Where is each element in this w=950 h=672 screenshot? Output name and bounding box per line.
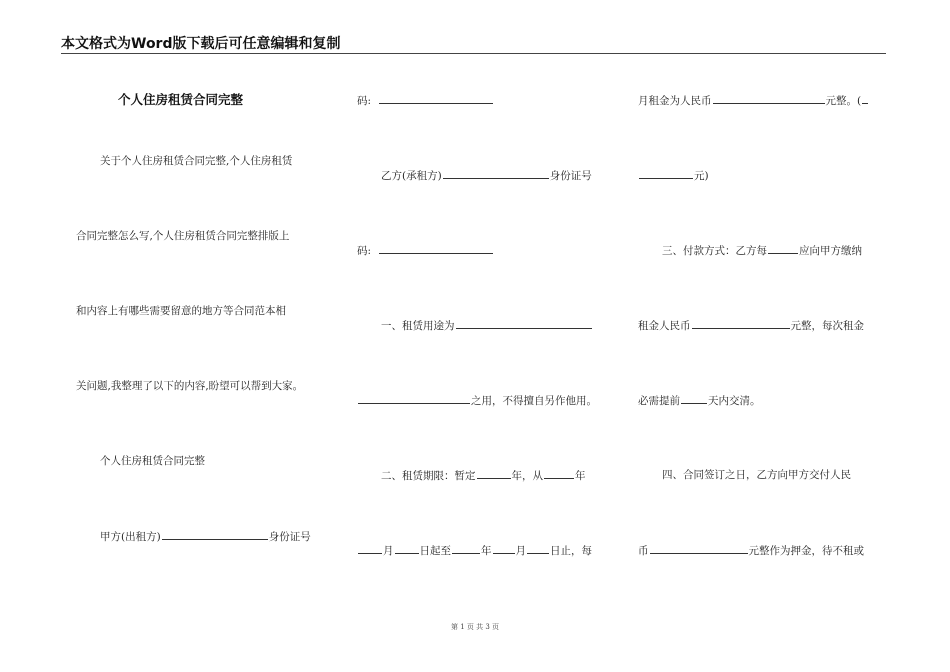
clause-term: 二、租赁期限：暂定 年，从 年: [381, 470, 586, 482]
clause-payment-cont: 租金人民币 元整，每次租金: [638, 320, 864, 332]
clause-deposit-cont: 币 元整作为押金，待不租或: [638, 545, 864, 557]
end-month-blank[interactable]: [493, 543, 515, 554]
id-code-line: [357, 243, 494, 257]
monthly-rent-line: 月租金为人民币 元整。(: [638, 93, 869, 107]
clause-payment: 三、付款方式：乙方每 应向甲方缴纳: [662, 245, 862, 257]
paragraph-text: 和内容上有哪些需要留意的地方等合同范本相: [76, 305, 286, 317]
document-header: 本文格式为Word版下载后可任意编辑和复制: [61, 36, 341, 52]
paragraph-text: 关于个人住房租赁合同完整,个人住房租赁: [100, 155, 293, 167]
purpose-blank-2[interactable]: [358, 393, 470, 404]
paragraph-text: 合同完整怎么写,个人住房租赁合同完整排版上: [76, 230, 290, 242]
party-a-id-blank[interactable]: [379, 93, 493, 104]
end-day-blank[interactable]: [527, 543, 549, 554]
rent-amount-blank[interactable]: [713, 93, 825, 104]
purpose-blank[interactable]: [456, 318, 592, 329]
payment-amount-blank[interactable]: [692, 318, 790, 329]
payment-period-blank[interactable]: [768, 243, 798, 254]
id-number-label: 身份证号: [268, 531, 311, 543]
party-b-line: [381, 168, 592, 182]
start-day-blank[interactable]: [395, 543, 419, 554]
start-month-blank[interactable]: [358, 543, 382, 554]
term-years-blank[interactable]: [477, 468, 511, 479]
party-a-label: 甲方(出租方): [100, 531, 161, 543]
clause-text: 三、付款方式：乙方每: [662, 245, 767, 257]
start-year-blank[interactable]: [544, 468, 574, 479]
doc-title: [118, 93, 243, 107]
party-a-line: [100, 529, 311, 543]
clause-term-cont: 月 日起至 年 月 日止，每: [357, 543, 592, 557]
paragraph-line: [76, 379, 303, 393]
rent-words-blank-start[interactable]: [862, 93, 868, 104]
page-number: 第 1 页 共 3 页: [450, 623, 500, 631]
doc-title-text: 个人住房租赁合同完整: [118, 92, 244, 107]
text-column-1: [76, 0, 338, 672]
clause-payment-cont: 必需提前 天内交清。: [638, 395, 761, 407]
party-b-label: 乙方(承租方): [381, 170, 442, 182]
party-a-name-blank[interactable]: [162, 529, 268, 540]
end-year-blank[interactable]: [452, 543, 480, 554]
paragraph-line: [76, 304, 286, 318]
clause-text: 二、租赁期限：暂定: [381, 470, 476, 482]
paragraph-line: [100, 154, 292, 168]
clause-text: 四、合同签订之日，乙方向甲方交付人民: [662, 469, 851, 481]
code-label: 码:: [357, 95, 372, 107]
clause-deposit: [662, 468, 851, 482]
party-b-name-blank[interactable]: [443, 168, 549, 179]
section-heading-text: 个人住房租赁合同完整: [100, 455, 205, 467]
payment-days-blank[interactable]: [681, 393, 707, 404]
clause-purpose: [381, 318, 593, 332]
id-number-label: 身份证号: [549, 170, 592, 182]
paragraph-text: 关问题,我整理了以下的内容,盼望可以帮到大家。: [76, 380, 304, 392]
clause-text: 之用，不得擅自另作他用。: [471, 395, 597, 407]
deposit-amount-blank[interactable]: [650, 543, 748, 554]
text-column-3: [638, 0, 900, 672]
id-code-line: [357, 93, 494, 107]
rent-words-blank[interactable]: [639, 168, 693, 179]
text-column-2: [357, 0, 619, 672]
code-label: 码:: [357, 245, 372, 257]
clause-purpose-cont: [357, 393, 597, 407]
clause-text: 月租金为人民币: [638, 95, 712, 107]
monthly-rent-line-cont: 元): [638, 168, 709, 182]
clause-text: 一、租赁用途为: [381, 320, 455, 332]
paragraph-line: [76, 229, 289, 243]
party-b-id-blank[interactable]: [379, 243, 493, 254]
section-heading: [100, 454, 205, 468]
